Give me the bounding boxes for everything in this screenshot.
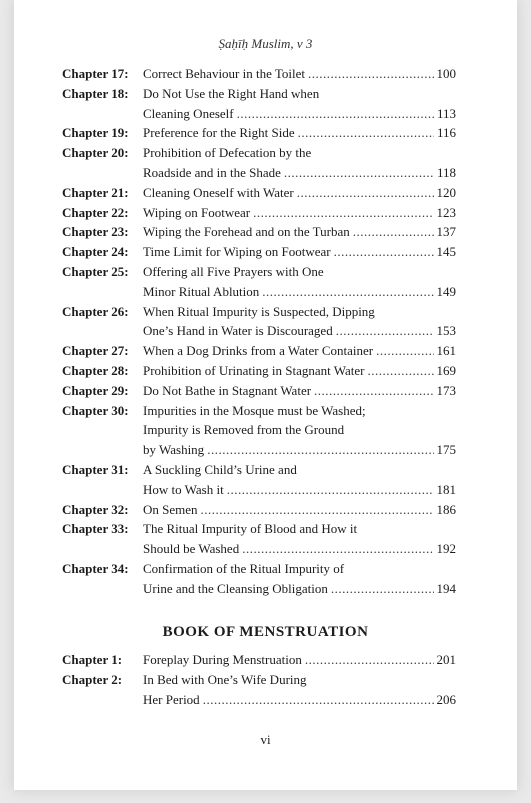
- chapter-title: [143, 222, 456, 242]
- chapter-title-line: Roadside and in the Shade: [143, 164, 281, 180]
- chapter-label: Chapter 26:: [62, 303, 129, 319]
- chapter-title: [143, 242, 456, 262]
- chapter-title: [143, 341, 456, 361]
- toc-entry: [62, 500, 456, 520]
- table-of-contents: [62, 64, 456, 599]
- dot-leader: [314, 381, 433, 401]
- toc-entry: [62, 670, 456, 710]
- chapter-title: [143, 500, 456, 520]
- chapter-title: [143, 670, 456, 710]
- chapter-title: [143, 123, 456, 143]
- chapter-title-last-line: [143, 222, 456, 242]
- chapter-label: Chapter 23:: [62, 224, 129, 240]
- page-reference: 113: [436, 105, 456, 121]
- chapter-label: Chapter 32:: [62, 501, 129, 517]
- chapter-title-last-line: [143, 203, 456, 223]
- chapter-label: Chapter 18:: [62, 85, 129, 101]
- chapter-title-last-line: [143, 123, 456, 143]
- chapter-title: [143, 650, 456, 670]
- chapter-number: Chapter 24: [62, 244, 125, 260]
- chapter-label: Chapter 29:: [62, 382, 129, 398]
- toc-entry: [62, 203, 456, 223]
- dot-leader: [201, 500, 434, 520]
- chapter-title: [143, 401, 456, 460]
- chapter-label: Chapter 28:: [62, 362, 129, 378]
- chapter-number: Chapter 22: [62, 204, 125, 220]
- page-reference: 169: [436, 362, 456, 378]
- chapter-label: Chapter 20:: [62, 145, 129, 161]
- chapter-title-last-line: [143, 361, 456, 381]
- toc-entry: [62, 341, 456, 361]
- chapter-number: Chapter 31: [62, 461, 125, 477]
- running-head: Ṣaḥīḥ Muslim, v 3: [218, 36, 313, 51]
- chapter-label: Chapter 1:: [62, 652, 123, 667]
- chapter-title: [143, 64, 456, 84]
- chapter-title-line: Do Not Bathe in Stagnant Water: [143, 382, 312, 398]
- dot-leader: [284, 163, 434, 183]
- chapter-title-line: Should be Washed: [143, 541, 240, 557]
- chapter-label: Chapter 27:: [62, 343, 129, 359]
- toc-entry: [62, 650, 456, 670]
- chapter-title-last-line: [143, 480, 456, 500]
- chapter-number: Chapter 32: [62, 501, 125, 517]
- dot-leader: [336, 321, 434, 341]
- chapter-title-line: Confirmation of the Ritual Impurity of: [143, 560, 345, 576]
- chapter-title-line: In Bed with One’s Wife During: [143, 671, 307, 687]
- chapter-title: [143, 381, 456, 401]
- chapter-title-line: The Ritual Impurity of Blood and How it: [143, 521, 358, 537]
- chapter-number: Chapter 30: [62, 402, 125, 418]
- dot-leader: [203, 690, 434, 710]
- dot-leader: [262, 282, 433, 302]
- chapter-label: Chapter 17:: [62, 66, 129, 81]
- chapter-title-line: Do Not Use the Right Hand when: [143, 85, 320, 101]
- chapter-number: Chapter 29: [62, 382, 125, 398]
- chapter-label: Chapter 33:: [62, 521, 129, 537]
- chapter-number: Chapter 1: [62, 652, 118, 667]
- page-reference: 206: [436, 691, 456, 707]
- chapter-title-last-line: [143, 440, 456, 460]
- toc-entry: [62, 84, 456, 124]
- dot-leader: [237, 104, 434, 124]
- dot-leader: [305, 650, 434, 670]
- chapter-title-line: One’s Hand in Water is Discouraged: [143, 323, 333, 339]
- chapter-title-line: A Suckling Child’s Urine and: [143, 461, 297, 477]
- dot-leader: [334, 242, 434, 262]
- page-reference: 100: [436, 66, 456, 81]
- chapter-label: Chapter 25:: [62, 263, 129, 279]
- chapter-title-line: How to Wash it: [143, 481, 224, 497]
- page-reference: 201: [436, 652, 456, 667]
- chapter-title-line: Preference for the Right Side: [143, 125, 295, 141]
- page-reference: 194: [436, 580, 456, 596]
- chapter-title-last-line: [143, 690, 456, 710]
- chapter-title: [143, 519, 456, 559]
- dot-leader: [207, 440, 433, 460]
- chapter-title: [143, 302, 456, 342]
- chapter-title-last-line: [143, 321, 456, 341]
- chapter-title-line: Wiping the Forehead and on the Turban: [143, 224, 350, 240]
- page-reference: 186: [436, 501, 456, 517]
- chapter-label: Chapter 30:: [62, 402, 129, 418]
- toc-entry: [62, 64, 456, 84]
- chapter-title-line: Prohibition of Urinating in Stagnant Water: [143, 362, 365, 378]
- chapter-label: Chapter 21:: [62, 184, 129, 200]
- chapter-title: [143, 460, 456, 500]
- chapter-title-line: Urine and the Cleansing Obligation: [143, 580, 328, 596]
- page-reference: 153: [436, 323, 456, 339]
- toc-entry: [62, 460, 456, 500]
- toc-entry: [62, 381, 456, 401]
- chapter-title-line: by Washing: [143, 442, 205, 458]
- chapter-number: Chapter 26: [62, 303, 125, 319]
- chapter-label: Chapter 24:: [62, 244, 129, 260]
- chapter-title-line: Cleaning Oneself: [143, 105, 234, 121]
- chapter-title-line: When a Dog Drinks from a Water Container: [143, 343, 374, 359]
- chapter-title-line: Cleaning Oneself with Water: [143, 184, 294, 200]
- page-number: vi: [260, 732, 271, 747]
- chapter-number: Chapter 2: [62, 671, 118, 687]
- dot-leader: [331, 579, 434, 599]
- chapter-label: Chapter 19:: [62, 125, 129, 141]
- chapter-title-last-line: [143, 282, 456, 302]
- toc-entry: [62, 262, 456, 302]
- page-reference: 145: [436, 244, 456, 260]
- dot-leader: [242, 539, 433, 559]
- chapter-number: Chapter 33: [62, 521, 125, 537]
- chapter-number: Chapter 18: [62, 85, 125, 101]
- dot-leader: [368, 361, 434, 381]
- page-reference: 123: [436, 204, 456, 220]
- chapter-label: Chapter 22:: [62, 204, 129, 220]
- chapter-title-line: Her Period: [143, 691, 200, 707]
- toc-entry: [62, 123, 456, 143]
- chapter-title-line: On Semen: [143, 501, 198, 517]
- chapter-number: Chapter 25: [62, 263, 125, 279]
- chapter-title-last-line: [143, 539, 456, 559]
- chapter-title: [143, 203, 456, 223]
- toc-entry: [62, 222, 456, 242]
- page-reference: 137: [436, 224, 456, 240]
- chapter-title: [143, 361, 456, 381]
- toc-entry: [62, 143, 456, 183]
- chapter-title: [143, 559, 456, 599]
- page-reference: 175: [436, 442, 456, 458]
- chapter-title-last-line: [143, 650, 456, 670]
- page-reference: 181: [436, 481, 456, 497]
- page-reference: 192: [436, 541, 456, 557]
- chapter-title: [143, 262, 456, 302]
- page-reference: 173: [436, 382, 456, 398]
- dot-leader: [297, 183, 434, 203]
- chapter-title-last-line: [143, 163, 456, 183]
- toc-entry: [62, 559, 456, 599]
- chapter-title-last-line: [143, 183, 456, 203]
- chapter-number: Chapter 28: [62, 362, 125, 378]
- chapter-title: [143, 84, 456, 124]
- chapter-number: Chapter 19: [62, 125, 125, 141]
- chapter-number: Chapter 20: [62, 145, 125, 161]
- dot-leader: [353, 222, 434, 242]
- book-page: [14, 0, 517, 790]
- toc-entry: [62, 302, 456, 342]
- chapter-title-last-line: [143, 500, 456, 520]
- toc-entry: [62, 361, 456, 381]
- section-title: BOOK OF MENSTRUATION: [162, 624, 369, 640]
- page-reference: 118: [436, 164, 456, 180]
- chapter-title-line: Impurities in the Mosque must be Washed;: [143, 402, 366, 418]
- chapter-title-last-line: [143, 64, 456, 84]
- chapter-number: Chapter 21: [62, 184, 125, 200]
- chapter-label: Chapter 31:: [62, 461, 129, 477]
- chapter-title-line: Foreplay During Menstruation: [143, 652, 302, 667]
- chapter-title: [143, 183, 456, 203]
- chapter-number: Chapter 27: [62, 343, 125, 359]
- chapter-number: Chapter 34: [62, 560, 125, 576]
- chapter-title-last-line: [143, 579, 456, 599]
- table-of-contents-menstruation: [62, 650, 456, 709]
- chapter-number: Chapter 23: [62, 224, 125, 240]
- chapter-title-line: Impurity is Removed from the Ground: [143, 422, 345, 438]
- chapter-title-last-line: [143, 341, 456, 361]
- chapter-number: Chapter 17: [62, 66, 125, 81]
- chapter-title-line: Correct Behaviour in the Toilet: [143, 66, 306, 81]
- chapter-label: Chapter 2:: [62, 671, 123, 687]
- page-reference: 161: [436, 343, 456, 359]
- dot-leader: [298, 123, 434, 143]
- chapter-title-last-line: [143, 381, 456, 401]
- toc-entry: [62, 183, 456, 203]
- chapter-title-last-line: [143, 242, 456, 262]
- chapter-title-line: Minor Ritual Ablution: [143, 283, 260, 299]
- toc-entry: [62, 242, 456, 262]
- toc-entry: [62, 401, 456, 460]
- chapter-title-last-line: [143, 104, 456, 124]
- chapter-label: Chapter 34:: [62, 560, 129, 576]
- toc-entry: [62, 519, 456, 559]
- chapter-title-line: Offering all Five Prayers with One: [143, 263, 324, 279]
- chapter-title-line: Prohibition of Defecation by the: [143, 145, 312, 161]
- dot-leader: [253, 203, 433, 223]
- dot-leader: [376, 341, 433, 361]
- chapter-title: [143, 143, 456, 183]
- chapter-title-line: Time Limit for Wiping on Footwear: [143, 244, 331, 260]
- dot-leader: [308, 64, 433, 84]
- page-reference: 120: [436, 184, 456, 200]
- chapter-title-line: When Ritual Impurity is Suspected, Dipping: [143, 303, 375, 319]
- page-reference: 116: [436, 125, 456, 141]
- chapter-title-line: Wiping on Footwear: [143, 204, 251, 220]
- dot-leader: [227, 480, 434, 500]
- page-reference: 149: [436, 283, 456, 299]
